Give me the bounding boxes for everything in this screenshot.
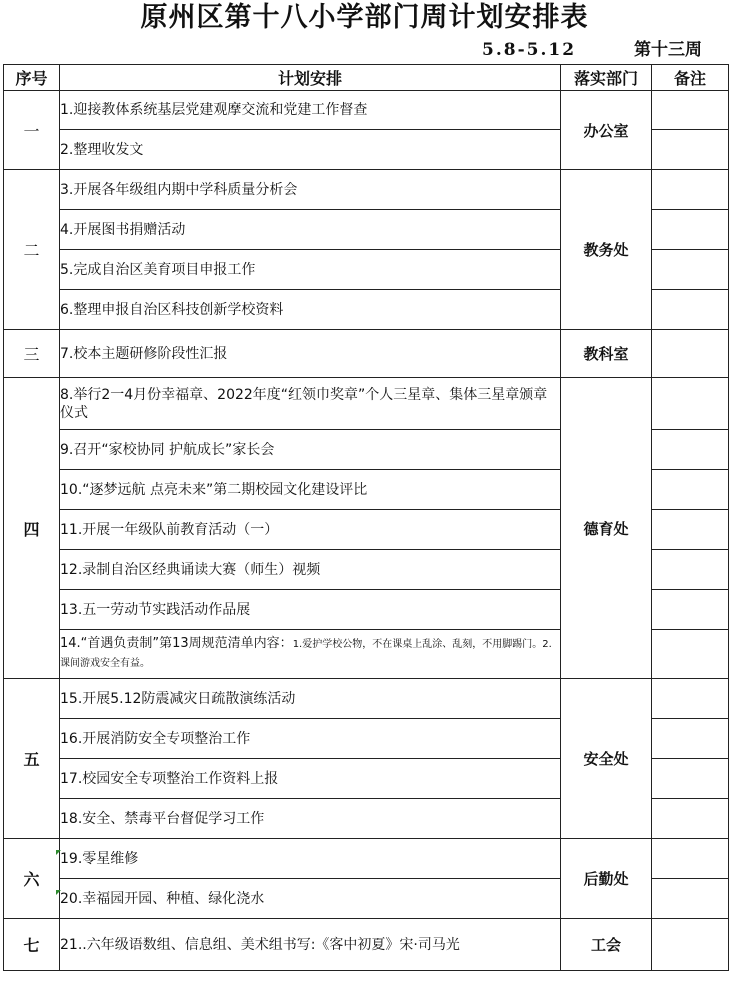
remark-cell [652,799,729,839]
remark-cell [652,290,729,330]
dept-cell: 德育处 [561,378,652,679]
remark-cell [652,130,729,170]
remark-cell [652,879,729,919]
plan-item: 16.开展消防安全专项整治工作 [60,719,561,759]
table-row [4,839,729,879]
dept-cell: 后勤处 [561,839,652,919]
remark-cell [652,759,729,799]
plan-item: 12.录制自治区经典诵读大赛（师生）视频 [60,550,561,590]
header-row [4,65,729,91]
plan-table [3,64,729,971]
dept-cell: 工会 [561,919,652,971]
plan-item: 17.校园安全专项整治工作资料上报 [60,759,561,799]
plan-item-text: 19.零星维修 [60,850,139,867]
table-row [4,679,729,719]
group-seq: 三 [4,330,60,378]
remark-cell [652,630,729,679]
remark-cell [652,719,729,759]
remark-cell [652,590,729,630]
dept-cell: 办公室 [561,91,652,170]
remark-cell [652,170,729,210]
header-plan: 计划安排 [60,65,561,91]
plan-item: 21..六年级语数组、信息组、美术组书写:《客中初夏》宋·司马光 [60,919,561,971]
plan-item: 15.开展5.12防震减灾日疏散演练活动 [60,679,561,719]
table-row [4,378,729,430]
group-seq: 四 [4,378,60,679]
group-seq: 七 [4,919,60,971]
dept-cell: 教务处 [561,170,652,330]
plan-item: 6.整理申报自治区科技创新学校资料 [60,290,561,330]
header-dept: 落实部门 [561,65,652,91]
remark-cell [652,470,729,510]
plan-item: 2.整理收发文 [60,130,561,170]
remark-cell [652,430,729,470]
table-row [4,919,729,971]
dept-cell: 安全处 [561,679,652,839]
table-row [4,170,729,210]
plan-item: 5.完成自治区美育项目申报工作 [60,250,561,290]
page-title: 原州区第十八小学部门周计划安排表 [140,2,589,33]
group-seq: 六 [4,839,60,919]
plan-item: 3.开展各年级组内期中学科质量分析会 [60,170,561,210]
date-range: 5.8-5.12 [482,40,577,60]
remark-cell [652,378,729,430]
week-label: 第十三周 [634,40,702,60]
plan-item: 18.安全、禁毒平台督促学习工作 [60,799,561,839]
remark-cell [652,839,729,879]
plan-item: 9.召开“家校协同 护航成长”家长会 [60,430,561,470]
remark-cell [652,550,729,590]
group-seq: 二 [4,170,60,330]
plan-item: 11.开展一年级队前教育活动（一） [60,510,561,550]
plan-item: 10.“逐梦远航 点亮未来”第二期校园文化建设评比 [60,470,561,510]
remark-cell [652,679,729,719]
group-seq: 五 [4,679,60,839]
plan-item: 1.迎接教体系统基层党建观摩交流和党建工作督查 [60,91,561,130]
table-row [4,330,729,378]
plan-item [60,839,561,879]
remark-cell [652,919,729,971]
table-row [4,91,729,130]
plan-item: 8.举行2一4月份幸福章、2022年度“红领巾奖章”个人三星章、集体三星章颁章仪式 [60,378,561,430]
header-remark: 备注 [652,65,729,91]
remark-cell [652,330,729,378]
plan-item-text: 20.幸福园开园、种植、绿化浇水 [60,890,265,907]
remark-cell [652,91,729,130]
plan-item [60,879,561,919]
plan-item: 4.开展图书捐赠活动 [60,210,561,250]
remark-cell [652,510,729,550]
plan-item-text: 14.“首遇负责制”第13周规范清单内容： [60,636,293,651]
plan-item: 7.校本主题研修阶段性汇报 [60,330,561,378]
remark-cell [652,250,729,290]
plan-item [60,630,561,679]
remark-cell [652,210,729,250]
plan-item-note: 1.爱护学校公物，不在课桌上乱涂、乱刻，不用脚踢门。2.课间游戏安全有益。 [60,639,552,669]
group-seq: 一 [4,91,60,170]
dept-cell: 教科室 [561,330,652,378]
plan-item: 13.五一劳动节实践活动作品展 [60,590,561,630]
header-seq: 序号 [4,65,60,91]
